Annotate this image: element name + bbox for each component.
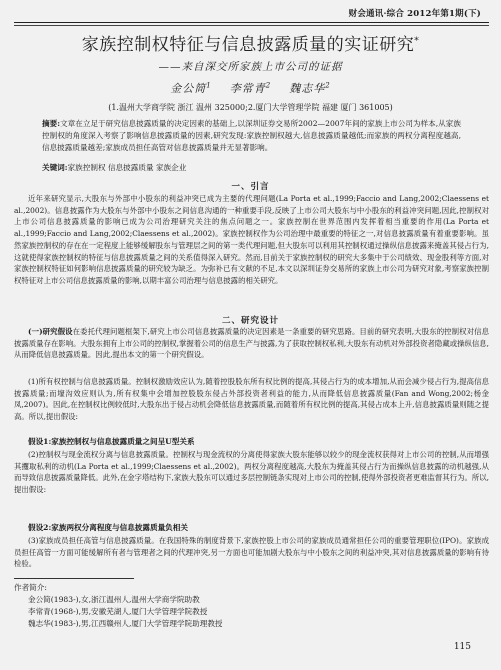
- article-subtitle: ——来自深交所家族上市公司的证据: [158, 61, 343, 73]
- author-name: 魏志华: [289, 82, 326, 95]
- hypothesis-2: 假设2:家族两权分离程度与信息披露质量负相关: [28, 523, 188, 532]
- author-note-line: 金公简(1983-),女,浙江温州人,温州大学商学院助教: [28, 595, 200, 604]
- abstract-text: 文章在立足于研究信息披露质量的决定因素的基础上,以深圳证券交易所2002—2007年间的家族上市公司为样本,从家族控制权的角度深入考察了影响信息披露质量的因素,研究发现:家族控制权越大,信息披露质量越低;而家族的两权分离程度越高,信息披露质量越差;家族成员担任高管对信息披露质量并无显著影响。: [42, 119, 461, 152]
- abstract-label: 摘要:: [42, 119, 61, 128]
- paragraph-text: 在委托代理问题框架下,研究上市公司信息披露质量的决定因素是一条重要的研究思路。目前的研究表明,大股东的控制权对信息披露质量存在影响。大股东拥有上市公司的控制权,掌握着公司的信息生产与披露,为了获取控制权私利,大股东有动机对外部投资者隐藏或操纵信息,从而降低信息披露质量。因此,提出本文的第一个研究假设。: [14, 327, 490, 360]
- research-hypothesis-paragraph: [14, 326, 489, 361]
- subsection-label: (一)研究假设: [28, 327, 73, 336]
- author-affil-mark: 1: [206, 81, 212, 90]
- abstract: [42, 118, 461, 154]
- introduction-paragraph: 近年来研究显示,大股东与外部中小股东的利益冲突已成为主要的代理问题(La Porta et al.,1999;Faccio and Lang,2002;Claessens et al.,2002)。信息披露作为大股东与外部中小股东之间信息沟通的一种重要手段,反映了上市公司大股东与中小股东的利益冲突问题,因此,控制权对上市公司信息披露质量的影响已成为公司治理研究关注的焦点问题之一。家族控制在世界范围内发挥着相当重要的作用(La Porta et al.,1999;Faccio and Lang,2002;Claessens et al.,2002)。家族控制权作为公司治理中最重要的特征之一,对信息披露质量有着重要影响。虽然家族控制权的存在在一定程度上能够缓解股东与管理层之间的第一类代理问题,但大股东可以利用其控制权通过操纵信息披露来掩盖其侵占行为,这就使得家族控制权的特征与信息披露质量之间的关系值得深入研究。然而,目前关于家族控制权的研究大多集中于公司绩效、现金股利等方面,对家族控制权特征如何影响信息披露质量的研究较为缺乏。为弥补已有文献的不足,本文以深圳证券交易所的家族上市公司为研究对象,考察家族控制权特征对上市公司信息披露质量的影响,以期丰富公司治理与信息披露的相关研究。: [14, 194, 489, 285]
- keywords: [42, 162, 461, 174]
- title-block: [0, 30, 501, 113]
- keywords-text: 家族控制权 信息披露质量 家族企业: [67, 163, 187, 172]
- author-affil-mark: 2: [325, 81, 331, 90]
- keywords-label: 关键词:: [42, 163, 68, 172]
- author-notes-label: 作者简介:: [14, 583, 47, 592]
- running-header: [0, 0, 501, 24]
- author-name: 李常青: [229, 82, 266, 95]
- affiliations: (1.温州大学商学院 浙江 温州 325000;2.厦门大学管理学院 福建 厦门 361005): [108, 103, 393, 112]
- section-heading-research-design: 二、研究设计: [221, 316, 279, 326]
- ownership-control-paragraph: (1)所有权控制与信息披露质量。控制权激励效应认为,随着控股股东所有权比例的提高,其侵占行为的成本增加,从而会减少侵占行为,提高信息披露质量;而壕沟效应则认为,所有权集中会增加控股股东侵占外部投资者利益的能力,从而降低信息披露质量(Fan and Wong,2002;杨金凤,2007)。因此,在控制权比例较低时,大股东出于侵占动机会降低信息披露质量,而随着所有权比例的提高,其侵占成本上升,信息披露质量则随之提高。所以,提出假设:: [14, 377, 489, 422]
- author-affil-mark: 2: [265, 81, 272, 90]
- family-executives-paragraph: (3)家族成员担任高管与信息披露质量。在我国特殊的制度背景下,家族控股上市公司的家族成员通常担任公司的重要管理职位(IPO)。家族成员担任高管一方面可能缓解所有者与管理者之间的代理冲突,另一方面也可能加剧大股东与中小股东之间的利益冲突,其对信息披露质量的影响有待检验。: [14, 536, 489, 569]
- separation-paragraph: (2)控制权与现金流权分离与信息披露质量。控制权与现金流权的分离使得家族大股东能够以较少的现金流权获得对上市公司的控制,从而增强其攫取私利的动机(La Porta et al.,1999;Claessens et al.,2002)。两权分离程度越高,大股东为掩盖其侵占行为而操纵信息披露的动机越强,从而导致信息披露质量降低。此外,在金字塔结构下,家族大股东可以通过多层控制链条实现对上市公司的控制,使得外部投资者更难监督其行为。所以,提出假设:: [14, 450, 490, 495]
- article-title-text: 家族控制权特征与信息披露质量的实证研究: [81, 35, 415, 55]
- title-footnote-mark: *: [414, 36, 420, 47]
- footnote-separator: [14, 578, 134, 579]
- author-name: 金公简: [170, 82, 207, 95]
- author-note-line: 魏志华(1983-),男,江西赣州人,厦门大学管理学院助理教授: [28, 619, 223, 628]
- page-number: 115: [453, 642, 471, 652]
- header-rule-thin: [14, 25, 489, 26]
- running-title: 财会通讯·综合 2012年第1期(下): [348, 9, 481, 19]
- hypothesis-1: 假设1:家族控制权与信息披露质量之间呈U型关系: [28, 437, 195, 446]
- author-notes: [14, 578, 344, 630]
- author-list: [0, 80, 501, 96]
- author-note-line: 李常青(1968-),男,安徽芜湖人,厦门大学管理学院教授: [28, 607, 208, 616]
- header-rule: [14, 22, 489, 23]
- article-title: [0, 30, 501, 55]
- section-heading-introduction: 一、引言: [231, 182, 270, 192]
